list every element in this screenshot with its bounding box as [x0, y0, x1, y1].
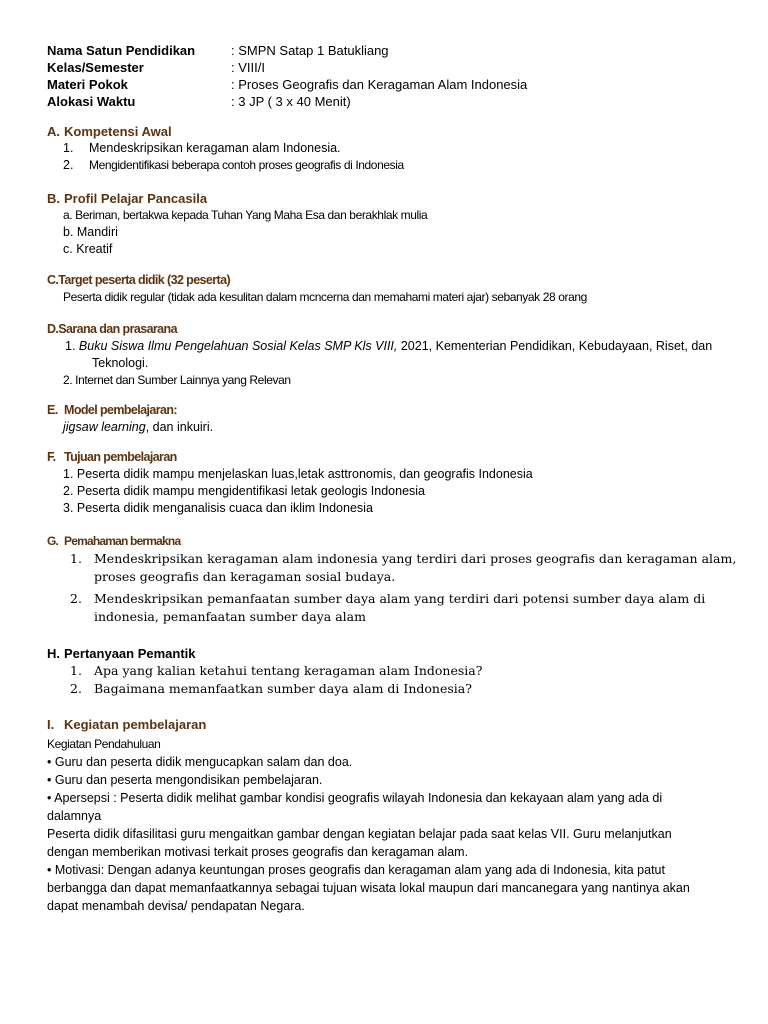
bullet-item: • Guru dan peserta mengondisikan pembelajaran.: [47, 773, 323, 787]
section-f-heading: [47, 449, 533, 466]
list-item: [70, 680, 482, 698]
section-h-heading: [47, 645, 482, 662]
list-item-continuation: proses geografis dan keragaman sosial budaya.: [94, 569, 396, 584]
list: [47, 662, 482, 698]
meta-row: [47, 59, 527, 76]
section-c: [47, 272, 587, 306]
meta-key: Kelas/Semester: [47, 60, 144, 75]
item-number: 2.: [70, 681, 82, 696]
model-name: jigsaw learning: [63, 420, 146, 434]
meta-key: Materi Pokok: [47, 77, 128, 92]
section-title: Pemahaman bermakna: [64, 534, 181, 548]
list-item: b. Mandiri: [63, 225, 118, 239]
paragraph-line: dapat menambah devisa/ pendapatan Negara.: [47, 899, 305, 913]
section-h: [47, 645, 482, 698]
meta-key: Nama Satun Pendidikan: [47, 43, 196, 58]
section-a-heading: [47, 123, 404, 140]
section-d-heading: D.Sarana dan prasarana: [47, 322, 177, 336]
item-text: Mendeskripsikan keragaman alam indonesia yang terdiri dari proses geografis dan keragaman alam,: [94, 551, 737, 566]
item-text: Apa yang kalian ketahui tentang keragaman alam Indonesia?: [94, 663, 483, 678]
section-d: [47, 321, 712, 389]
section-e-heading: [47, 402, 213, 419]
section-letter: G.: [47, 534, 59, 548]
section-title: Profil Pelajar Pancasila: [64, 191, 208, 206]
bullet-item: • Apersepsi : Peserta didik melihat gambar kondisi geografis wilayah Indonesia dan kekayaan alam yang ada di: [47, 791, 663, 805]
section-title: Pertanyaan Pemantik: [64, 646, 196, 661]
meta-row: [47, 93, 527, 110]
item-text: Mendeskripsikan pemanfaatan sumber daya alam yang terdiri dari potensi sumber daya alam di: [94, 591, 706, 606]
list-item: [47, 338, 712, 355]
section-i-heading: [47, 716, 690, 733]
paragraph-line: berbangga dan dapat memanfaatkannya sebagai tujuan wisata lokal maupun dari mancanegara yang nantinya akan: [47, 881, 690, 895]
item-number: 1.: [70, 551, 82, 566]
section-letter: B.: [47, 191, 60, 206]
bullet-item: • Guru dan peserta didik mengucapkan salam dan doa.: [47, 755, 353, 769]
list-item: [70, 550, 736, 568]
section-g-heading: [47, 533, 736, 550]
item-number: 1.: [65, 339, 76, 353]
item-text: Bagaimana memanfaatkan sumber daya alam di Indonesia?: [94, 681, 472, 696]
section-e: [47, 402, 213, 436]
list-item: c. Kreatif: [63, 242, 113, 256]
subheading: Kegiatan Pendahuluan: [47, 737, 161, 751]
meta-value: : VIII/I: [231, 60, 265, 75]
paragraph-line: Peserta didik difasilitasi guru mengaitkan gambar dengan kegiatan belajar pada saat kelas VII. Guru melanjutkan: [47, 827, 672, 841]
section-letter: A.: [47, 124, 60, 139]
list-item: 3. Peserta didik menganalisis cuaca dan iklim Indonesia: [63, 501, 373, 515]
list-item: [70, 662, 482, 680]
section-e-text: [47, 419, 213, 436]
section-b-heading: [47, 190, 427, 207]
list-item-continuation: Teknologi.: [92, 356, 149, 370]
section-a: [47, 123, 404, 174]
meta-row: [47, 42, 527, 59]
paragraph-line: dalamnya: [47, 809, 102, 823]
list-item: [47, 140, 404, 157]
section-title: Kegiatan pembelajaran: [64, 717, 207, 732]
section-letter: I.: [47, 717, 55, 732]
meta-value: : 3 JP ( 3 x 40 Menit): [231, 94, 351, 109]
list-item: [70, 590, 736, 608]
item-text: 2021, Kementerian Pendidikan, Kebudayaan, Riset, dan: [397, 339, 713, 353]
meta-value: : Proses Geografis dan Keragaman Alam Indonesia: [231, 77, 528, 92]
item-text: Mendeskripsikan keragaman alam Indonesia.: [89, 141, 341, 155]
section-title: Tujuan pembelajaran: [64, 450, 177, 464]
list-item-continuation: indonesia, pemanfaatan sumber daya alam: [94, 609, 366, 624]
list-item: 2. Peserta didik mampu mengidentifikasi letak geologis Indonesia: [63, 484, 426, 498]
item-text: , dan inkuiri.: [145, 420, 214, 434]
list-item: 1. Peserta didik mampu menjelaskan luas,letak asttronomis, dan geografis Indonesia: [63, 467, 533, 481]
section-f: [47, 449, 533, 517]
section-letter: F.: [47, 450, 56, 464]
meta-value: : SMPN Satap 1 Batukliang: [231, 43, 389, 58]
list-item: [47, 157, 404, 174]
section-title: Kompetensi Awal: [64, 124, 172, 139]
list-item: 2. Internet dan Sumber Lainnya yang Relevan: [63, 373, 291, 387]
bullet-item: • Motivasi: Dengan adanya keuntungan proses geografis dan keragaman alam yang ada di Indonesia, kita patut: [47, 863, 665, 877]
header-meta: [47, 42, 527, 110]
section-letter: H.: [47, 646, 60, 661]
meta-key: Alokasi Waktu: [47, 94, 136, 109]
paragraph-line: dengan memberikan motivasi terkait proses geografis dan keragaman alam.: [47, 845, 469, 859]
item-number: 2.: [70, 591, 82, 606]
section-b: [47, 190, 427, 258]
book-title: Buku Siswa Ilmu Pengelahuan Sosial Kelas SMP Kls VIII,: [78, 339, 398, 353]
meta-row: [47, 76, 527, 93]
list: [47, 550, 736, 626]
section-i: [47, 716, 690, 915]
section-c-text: Peserta didik regular (tidak ada kesulitan dalam mcncerna dan memahami materi ajar) sebanyak 28 orang: [63, 290, 587, 304]
item-text: Mengidentifikasi beberapa contoh proses geografis di Indonesia: [89, 158, 404, 172]
section-letter: E.: [47, 403, 58, 417]
list-item: a. Beriman, bertakwa kepada Tuhan Yang Maha Esa dan berakhlak mulia: [63, 208, 428, 222]
section-g: [47, 533, 736, 626]
section-c-heading: C.Target peserta didik (32 peserta): [47, 273, 231, 287]
item-number: 1.: [63, 141, 74, 155]
item-number: 1.: [70, 663, 82, 678]
section-title: Model pembelajaran:: [64, 403, 177, 417]
item-number: 2.: [63, 158, 74, 172]
